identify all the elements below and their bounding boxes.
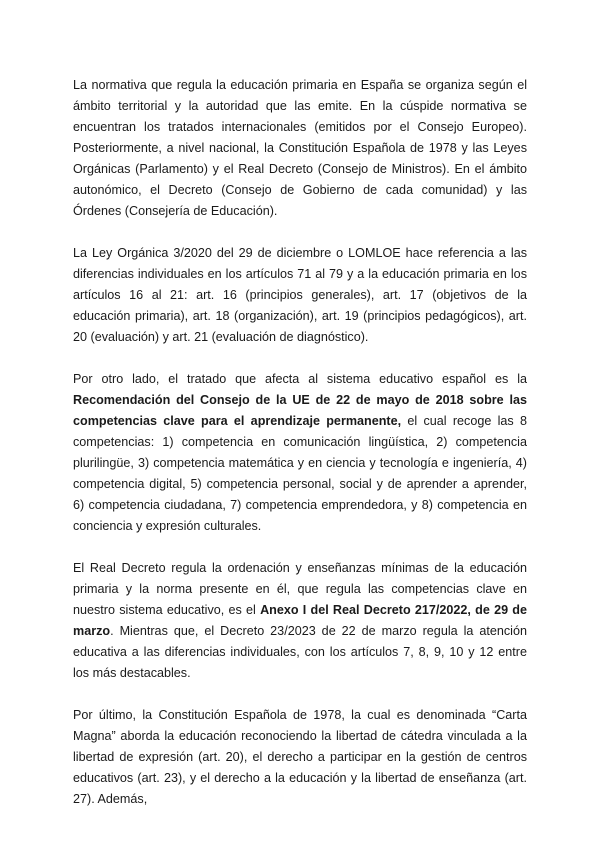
bold-text: Anexo I del Real Decreto 217/2022, de 29 de marzo [73,603,527,638]
paragraph-text: . Mientras que, el Decreto 23/2023 de 22 de marzo regula la atención educativa a las diferencias individuales, con los artículos 7, 8, 9, 10 y 12 entre los más destacables. [73,624,527,680]
paragraph-text: La normativa que regula la educación primaria en España se organiza según el ámbito territorial y la autoridad que las emite. En la cúspide normativa se encuentran los tratados internacionales (emitidos por el Consejo Europeo). Posteriormente, a nivel nacional, la Constitución Española de 1978 y las Leyes Orgánicas (Parlamento) y el Real Decreto (Consejo de Ministros). En el ámbito autonómico, el Decreto (Consejo de Gobierno de cada comunidad) y las Órdenes (Consejería de Educación). [73,78,527,218]
paragraph-text: La Ley Orgánica 3/2020 del 29 de diciembre o LOMLOE hace referencia a las diferencias individuales en los artículos 71 al 79 y a la educación primaria en los artículos 16 al 21: art. 16 (principios generales), art. 17 (objetivos de la educación primaria), art. 18 (organización), art. 19 (principios pedagógicos), art. 20 (evaluación) y art. 21 (evaluación de diagnóstico). [73,246,527,344]
bold-text: Recomendación del Consejo de la UE de 22 de mayo de 2018 sobre las competencias clave para el aprendizaje permanente, [73,393,527,428]
paragraph-real-decreto [73,558,527,684]
paragraph-text: El Real Decreto regula la ordenación y enseñanzas mínimas de la educación primaria y la norma presente en él, que regula las competencias clave en nuestro sistema educativo, es el [73,561,527,617]
paragraph-text: el cual recoge las 8 competencias: 1) competencia en comunicación lingüística, 2) competencia plurilingüe, 3) competencia matemática y en ciencia y tecnología e ingeniería, 4) competencia digital, 5) competencia personal, social y de aprender a aprender, 6) competencia ciudadana, 7) competencia emprendedora, y 8) competencia en conciencia y expresión culturales. [73,414,527,533]
paragraph-recomendacion [73,369,527,537]
paragraph-text: Por último, la Constitución Española de 1978, la cual es denominada “Carta Magna” aborda la educación reconociendo la libertad de cátedra vinculada a la libertad de expresión (art. 20), el derecho a participar en la gestión de centros educativos (art. 23), y el derecho a la educación y la libertad de enseñanza (art. 27). Además, [73,708,527,806]
paragraph-constitucion [73,705,527,810]
paragraph-lomloe [73,243,527,348]
paragraph-text: Por otro lado, el tratado que afecta al sistema educativo español es la [73,372,527,386]
document-page [73,75,527,831]
paragraph-normativa [73,75,527,222]
